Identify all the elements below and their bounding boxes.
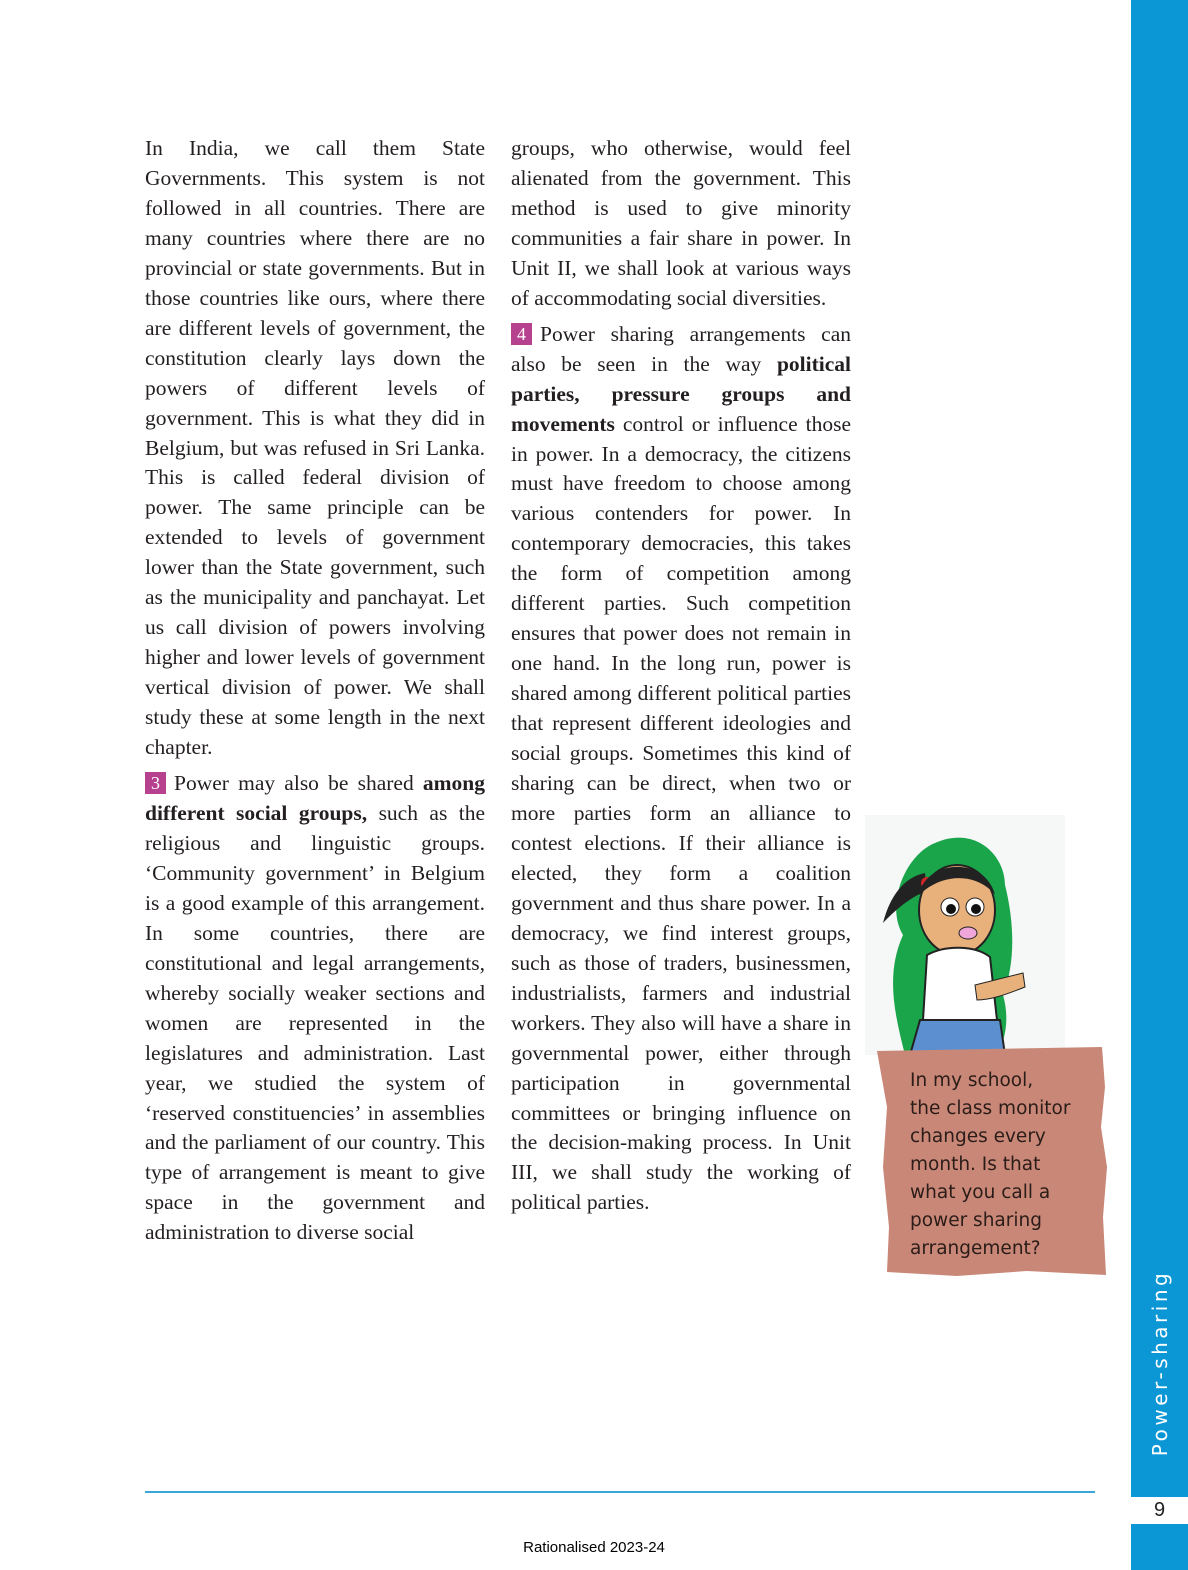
note-line: the class monitor — [910, 1098, 1071, 1119]
chapter-tab — [1131, 1255, 1188, 1470]
paragraph-political-parties — [511, 320, 851, 1219]
thought-box — [877, 1047, 1107, 1277]
girl-student-illustration — [865, 815, 1090, 1055]
thought-box-text — [910, 1067, 1105, 1263]
paragraph-social-groups — [145, 769, 485, 1248]
paragraph-minority-groups: groups, who otherwise, would feel alienated from the government. This method is used to give minority communities a fair share in power. In Unit II, we shall look at various ways of accommodating social diversities. — [511, 136, 851, 310]
footer-note: Rationalised 2023-24 — [523, 1539, 665, 1556]
key-term: political parties, pressure groups and movements — [511, 351, 852, 436]
note-line: arrangement? — [910, 1238, 1041, 1259]
paragraph-body: control or influence those in power. In a democracy, the citizens must have freedom to choose among various contenders for power. In contemporary democracies, this takes the form of competition among different parties. Such competition ensures that power does not remain in one hand. In the long run, power is shared among different political parties that represent different ideologies and social groups. Sometimes this kind of sharing can be direct, when two or more parties form an alliance to contest elections. If their alliance is elected, they form a coalition government and thus share power. In a democracy, we find interest groups, such as those of traders, businessmen, industrialists, farmers and industrial workers. They also will have a share in governmental power, either through participation in governmental committees or bringing influence on the decision-making process. In Unit III, we shall study the working of political parties. — [511, 411, 851, 1215]
point-number-badge: 3 — [145, 772, 166, 794]
cartoon-girl-icon — [865, 815, 1090, 1055]
note-line: month. Is that — [910, 1154, 1041, 1175]
point-number-badge: 4 — [511, 323, 532, 345]
paragraph-body: such as the religious and linguistic groups. ‘Community government’ in Belgium is a good example of this arrangement. In some countries, there are constitutional and legal arrangements, whereby socially weaker sections and women are represented in the legislatures and administration. Last year, we studied the system of ‘reserved constituencies’ in assemblies and the parliament of our country. This type of arrangement is meant to give space in the government and administration to diverse social — [145, 800, 485, 1245]
footer-divider — [145, 1491, 1095, 1493]
page-number: 9 — [1153, 1499, 1166, 1521]
note-line: changes every — [910, 1126, 1046, 1147]
left-text-column — [145, 134, 485, 1254]
key-term: among different social groups, — [145, 771, 486, 825]
chapter-title: Power-sharing — [1147, 1269, 1172, 1456]
note-line: what you call a — [910, 1182, 1051, 1203]
note-line: power sharing — [910, 1210, 1042, 1231]
paragraph-lead: Power sharing arrangements can also be seen in the way — [511, 321, 851, 376]
paragraph-lead: Power may also be shared — [174, 771, 414, 796]
note-line: In my school, — [910, 1070, 1034, 1091]
paragraph-state-governments: In India, we call them State Governments. This system is not followed in all countries. There are many countries where there are no provincial or state governments. But in those countries like ours, where there are different levels of government, the constitution clearly lays down the powers of different levels of government. This is what they did in Belgium, but was refused in Sri Lanka. This is called federal division of power. The same principle can be extended to levels of government lower than the State government, such as the municipality and panchayat. Let us call division of powers involving higher and lower levels of government vertical division of power. We shall study these at some length in the next chapter. — [145, 136, 485, 760]
right-text-column — [511, 134, 851, 1224]
